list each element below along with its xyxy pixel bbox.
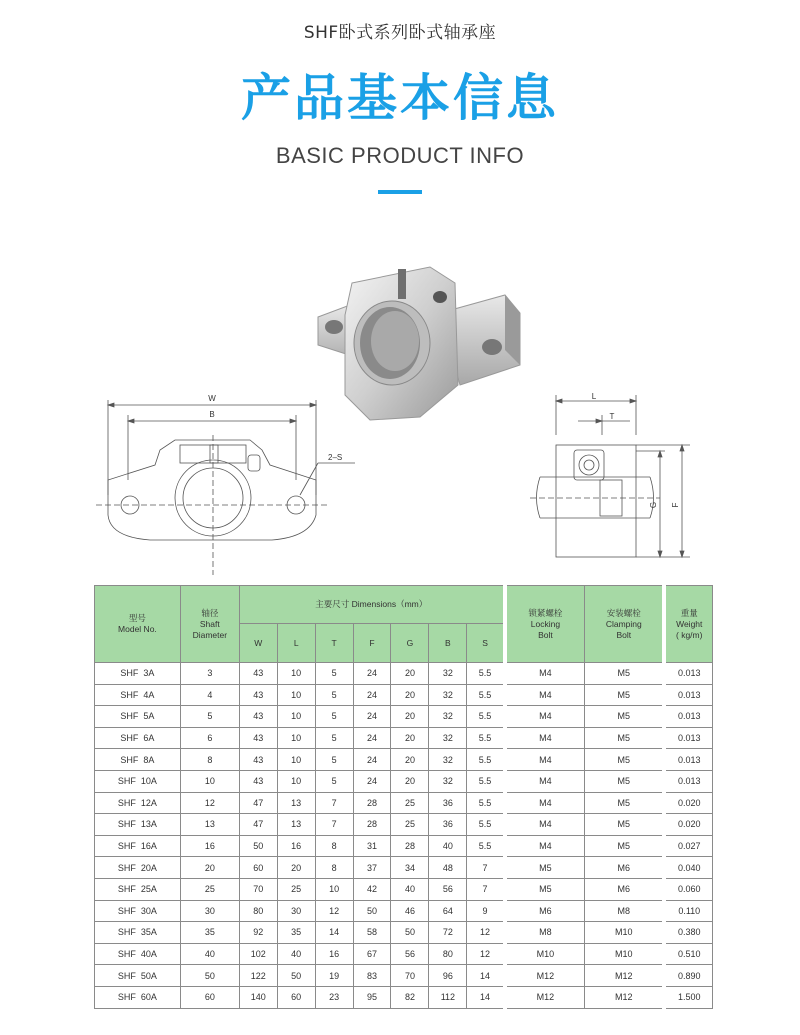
cell-g: 40 (391, 878, 429, 900)
cell-weight: 0.027 (664, 835, 712, 857)
cell-l: 10 (277, 706, 315, 728)
cell-b: 64 (429, 900, 467, 922)
header-dim-l: L (277, 624, 315, 663)
cell-f: 37 (353, 857, 391, 879)
cell-locking-bolt: M4 (505, 770, 585, 792)
cell-b: 32 (429, 706, 467, 728)
cell-weight: 0.013 (664, 663, 712, 685)
cell-w: 43 (239, 727, 277, 749)
cell-shaft: 5 (180, 706, 239, 728)
cell-b: 72 (429, 922, 467, 944)
cell-f: 50 (353, 900, 391, 922)
cell-model: SHF 13A (95, 814, 181, 836)
cell-l: 50 (277, 965, 315, 987)
cell-g: 20 (391, 706, 429, 728)
cell-t: 5 (315, 706, 353, 728)
header-model-zh: 型号 (128, 613, 146, 623)
header-dim-s: S (467, 624, 505, 663)
cell-weight: 0.060 (664, 878, 712, 900)
cell-clamping-bolt: M8 (585, 900, 665, 922)
cell-shaft: 3 (180, 663, 239, 685)
cell-shaft: 6 (180, 727, 239, 749)
cell-t: 10 (315, 878, 353, 900)
cell-shaft: 4 (180, 684, 239, 706)
cell-b: 32 (429, 663, 467, 685)
header-weight (664, 586, 712, 663)
table-row (95, 922, 713, 944)
cell-g: 50 (391, 922, 429, 944)
table-row (95, 684, 713, 706)
cell-locking-bolt: M4 (505, 727, 585, 749)
cell-g: 20 (391, 727, 429, 749)
cell-locking-bolt: M4 (505, 792, 585, 814)
header-dimensions: 主要尺寸 Dimensions（mm） (239, 586, 504, 624)
cell-clamping-bolt: M5 (585, 727, 665, 749)
header-clamping (585, 586, 665, 663)
cell-g: 25 (391, 814, 429, 836)
cell-s: 14 (467, 965, 505, 987)
table-row (95, 835, 713, 857)
table-row (95, 749, 713, 771)
cell-shaft: 60 (180, 986, 239, 1008)
cell-locking-bolt: M12 (505, 965, 585, 987)
cell-weight: 1.500 (664, 986, 712, 1008)
cell-w: 102 (239, 943, 277, 965)
dim-t-label: T (609, 412, 615, 421)
cell-clamping-bolt: M5 (585, 663, 665, 685)
cell-model: SHF 40A (95, 943, 181, 965)
cell-l: 13 (277, 814, 315, 836)
cell-l: 10 (277, 663, 315, 685)
cell-b: 112 (429, 986, 467, 1008)
cell-f: 28 (353, 814, 391, 836)
cell-clamping-bolt: M5 (585, 792, 665, 814)
cell-f: 95 (353, 986, 391, 1008)
cell-clamping-bolt: M12 (585, 986, 665, 1008)
header-dim-b: B (429, 624, 467, 663)
cell-t: 8 (315, 835, 353, 857)
cell-t: 5 (315, 749, 353, 771)
cell-clamping-bolt: M5 (585, 814, 665, 836)
dim-g-label: G (649, 501, 658, 509)
header-weight-en2: ( kg/m) (676, 629, 703, 640)
cell-t: 16 (315, 943, 353, 965)
cell-clamping-bolt: M5 (585, 749, 665, 771)
cell-f: 42 (353, 878, 391, 900)
cell-w: 47 (239, 792, 277, 814)
cell-f: 83 (353, 965, 391, 987)
cell-l: 30 (277, 900, 315, 922)
cell-l: 10 (277, 749, 315, 771)
cell-g: 28 (391, 835, 429, 857)
cell-locking-bolt: M4 (505, 749, 585, 771)
cell-l: 35 (277, 922, 315, 944)
cell-weight: 0.110 (664, 900, 712, 922)
cell-s: 9 (467, 900, 505, 922)
cell-g: 70 (391, 965, 429, 987)
cell-w: 140 (239, 986, 277, 1008)
cell-locking-bolt: M8 (505, 922, 585, 944)
cell-locking-bolt: M10 (505, 943, 585, 965)
cell-b: 32 (429, 749, 467, 771)
cell-s: 5.5 (467, 706, 505, 728)
cell-model: SHF 12A (95, 792, 181, 814)
cell-model: SHF 10A (95, 770, 181, 792)
product-photo (318, 267, 520, 420)
cell-g: 20 (391, 663, 429, 685)
cell-shaft: 35 (180, 922, 239, 944)
cell-model: SHF 50A (95, 965, 181, 987)
cell-locking-bolt: M6 (505, 900, 585, 922)
cell-t: 23 (315, 986, 353, 1008)
cell-w: 60 (239, 857, 277, 879)
header-clamping-en2: Bolt (616, 629, 632, 640)
cell-w: 70 (239, 878, 277, 900)
front-view-drawing (96, 400, 355, 575)
cell-weight: 0.013 (664, 706, 712, 728)
cell-w: 80 (239, 900, 277, 922)
cell-weight: 0.040 (664, 857, 712, 879)
cell-f: 24 (353, 684, 391, 706)
cell-model: SHF 30A (95, 900, 181, 922)
cell-s: 5.5 (467, 792, 505, 814)
dim-f-label: F (671, 502, 680, 508)
cell-shaft: 20 (180, 857, 239, 879)
cell-clamping-bolt: M12 (585, 965, 665, 987)
cell-s: 5.5 (467, 727, 505, 749)
cell-shaft: 16 (180, 835, 239, 857)
cell-shaft: 40 (180, 943, 239, 965)
cell-w: 92 (239, 922, 277, 944)
table-row (95, 965, 713, 987)
cell-b: 32 (429, 770, 467, 792)
cell-t: 19 (315, 965, 353, 987)
header-shaft-en2: Diameter (192, 629, 228, 640)
cell-w: 43 (239, 749, 277, 771)
cell-g: 34 (391, 857, 429, 879)
cell-weight: 0.380 (664, 922, 712, 944)
table-row (95, 663, 713, 685)
cell-weight: 0.013 (664, 684, 712, 706)
page-title: 产品基本信息 (241, 69, 559, 127)
dim-w-label: W (208, 394, 216, 403)
cell-locking-bolt: M5 (505, 878, 585, 900)
table-row (95, 727, 713, 749)
cell-s: 5.5 (467, 835, 505, 857)
cell-g: 46 (391, 900, 429, 922)
cell-s: 5.5 (467, 684, 505, 706)
cell-s: 7 (467, 857, 505, 879)
cell-shaft: 50 (180, 965, 239, 987)
cell-weight: 0.013 (664, 770, 712, 792)
cell-locking-bolt: M4 (505, 814, 585, 836)
cell-s: 14 (467, 986, 505, 1008)
header-shaft-zh: 轴径 (201, 607, 219, 618)
cell-s: 5.5 (467, 663, 505, 685)
cell-weight: 0.510 (664, 943, 712, 965)
cell-shaft: 12 (180, 792, 239, 814)
cell-l: 13 (277, 792, 315, 814)
cell-g: 82 (391, 986, 429, 1008)
cell-s: 5.5 (467, 770, 505, 792)
header-model-en: Model No. (118, 624, 157, 634)
cell-model: SHF 35A (95, 922, 181, 944)
table-row (95, 943, 713, 965)
cell-w: 50 (239, 835, 277, 857)
cell-clamping-bolt: M5 (585, 835, 665, 857)
cell-model: SHF 4A (95, 684, 181, 706)
cell-w: 47 (239, 814, 277, 836)
cell-clamping-bolt: M6 (585, 857, 665, 879)
cell-shaft: 30 (180, 900, 239, 922)
table-row (95, 857, 713, 879)
cell-t: 7 (315, 814, 353, 836)
cell-f: 24 (353, 770, 391, 792)
table-row (95, 900, 713, 922)
cell-g: 20 (391, 749, 429, 771)
cell-b: 96 (429, 965, 467, 987)
header-dim-t: T (315, 624, 353, 663)
cell-g: 20 (391, 684, 429, 706)
header-clamping-zh: 安装螺栓 (606, 607, 641, 618)
cell-weight: 0.020 (664, 792, 712, 814)
cell-model: SHF 20A (95, 857, 181, 879)
cell-w: 43 (239, 663, 277, 685)
cell-f: 24 (353, 663, 391, 685)
dim-s-label: 2–S (328, 453, 343, 462)
table-row (95, 814, 713, 836)
cell-s: 7 (467, 878, 505, 900)
dim-l-label: L (591, 392, 597, 401)
cell-s: 12 (467, 943, 505, 965)
cell-g: 20 (391, 770, 429, 792)
cell-b: 40 (429, 835, 467, 857)
cell-model: SHF 3A (95, 663, 181, 685)
cell-l: 10 (277, 684, 315, 706)
title-underline (378, 190, 422, 194)
cell-locking-bolt: M12 (505, 986, 585, 1008)
product-drawing (0, 255, 800, 575)
header-shaft-en1: Shaft (199, 618, 220, 629)
cell-f: 28 (353, 792, 391, 814)
cell-b: 56 (429, 878, 467, 900)
header-weight-zh: 重量 (680, 607, 698, 618)
cell-g: 25 (391, 792, 429, 814)
table-row (95, 770, 713, 792)
cell-w: 43 (239, 706, 277, 728)
cell-shaft: 8 (180, 749, 239, 771)
spec-table (94, 585, 713, 1009)
cell-model: SHF 16A (95, 835, 181, 857)
cell-shaft: 13 (180, 814, 239, 836)
cell-b: 32 (429, 684, 467, 706)
header-locking-en2: Bolt (538, 629, 553, 640)
header-dim-g: G (391, 624, 429, 663)
cell-clamping-bolt: M10 (585, 922, 665, 944)
spec-table-body (95, 663, 713, 1009)
cell-model: SHF 5A (95, 706, 181, 728)
cell-l: 20 (277, 857, 315, 879)
cell-shaft: 25 (180, 878, 239, 900)
cell-s: 5.5 (467, 814, 505, 836)
cell-clamping-bolt: M5 (585, 706, 665, 728)
cell-w: 122 (239, 965, 277, 987)
header-shaft (180, 586, 239, 663)
cell-clamping-bolt: M5 (585, 684, 665, 706)
cell-w: 43 (239, 770, 277, 792)
cell-b: 36 (429, 814, 467, 836)
cell-locking-bolt: M4 (505, 706, 585, 728)
cell-t: 8 (315, 857, 353, 879)
cell-b: 80 (429, 943, 467, 965)
cell-f: 24 (353, 706, 391, 728)
cell-locking-bolt: M4 (505, 663, 585, 685)
cell-l: 16 (277, 835, 315, 857)
cell-b: 32 (429, 727, 467, 749)
cell-l: 25 (277, 878, 315, 900)
header-locking (505, 586, 585, 663)
cell-s: 12 (467, 922, 505, 944)
cell-f: 58 (353, 922, 391, 944)
cell-s: 5.5 (467, 749, 505, 771)
cell-f: 31 (353, 835, 391, 857)
cell-model: SHF 60A (95, 986, 181, 1008)
cell-t: 5 (315, 684, 353, 706)
cell-l: 40 (277, 943, 315, 965)
cell-f: 67 (353, 943, 391, 965)
cell-l: 10 (277, 727, 315, 749)
page-subtitle: BASIC PRODUCT INFO (275, 143, 525, 168)
cell-weight: 0.013 (664, 749, 712, 771)
cell-t: 5 (315, 663, 353, 685)
cell-locking-bolt: M4 (505, 684, 585, 706)
cell-locking-bolt: M4 (505, 835, 585, 857)
cell-clamping-bolt: M6 (585, 878, 665, 900)
cell-f: 24 (353, 727, 391, 749)
header-locking-en1: Locking (530, 618, 561, 629)
header-dim-f: F (353, 624, 391, 663)
table-row (95, 986, 713, 1008)
header-locking-zh: 锁紧螺栓 (528, 607, 563, 618)
cell-model: SHF 8A (95, 749, 181, 771)
cell-weight: 0.890 (664, 965, 712, 987)
cell-b: 48 (429, 857, 467, 879)
cell-w: 43 (239, 684, 277, 706)
table-row (95, 792, 713, 814)
cell-b: 36 (429, 792, 467, 814)
cell-t: 14 (315, 922, 353, 944)
cell-t: 7 (315, 792, 353, 814)
header-weight-en1: Weight (676, 618, 703, 629)
header-model (95, 586, 181, 663)
cell-model: SHF 6A (95, 727, 181, 749)
cell-t: 5 (315, 770, 353, 792)
header-clamping-en1: Clamping (605, 618, 642, 629)
cell-g: 56 (391, 943, 429, 965)
cell-weight: 0.013 (664, 727, 712, 749)
table-row (95, 706, 713, 728)
cell-weight: 0.020 (664, 814, 712, 836)
cell-l: 10 (277, 770, 315, 792)
cell-model: SHF 25A (95, 878, 181, 900)
cell-f: 24 (353, 749, 391, 771)
cell-clamping-bolt: M5 (585, 770, 665, 792)
cell-locking-bolt: M5 (505, 857, 585, 879)
table-row (95, 878, 713, 900)
cell-t: 12 (315, 900, 353, 922)
cell-clamping-bolt: M10 (585, 943, 665, 965)
dim-b-label: B (209, 410, 215, 419)
header-dim-w: W (239, 624, 277, 663)
series-title: SHF卧式系列卧式轴承座 (303, 23, 497, 43)
cell-l: 60 (277, 986, 315, 1008)
cell-t: 5 (315, 727, 353, 749)
cell-shaft: 10 (180, 770, 239, 792)
